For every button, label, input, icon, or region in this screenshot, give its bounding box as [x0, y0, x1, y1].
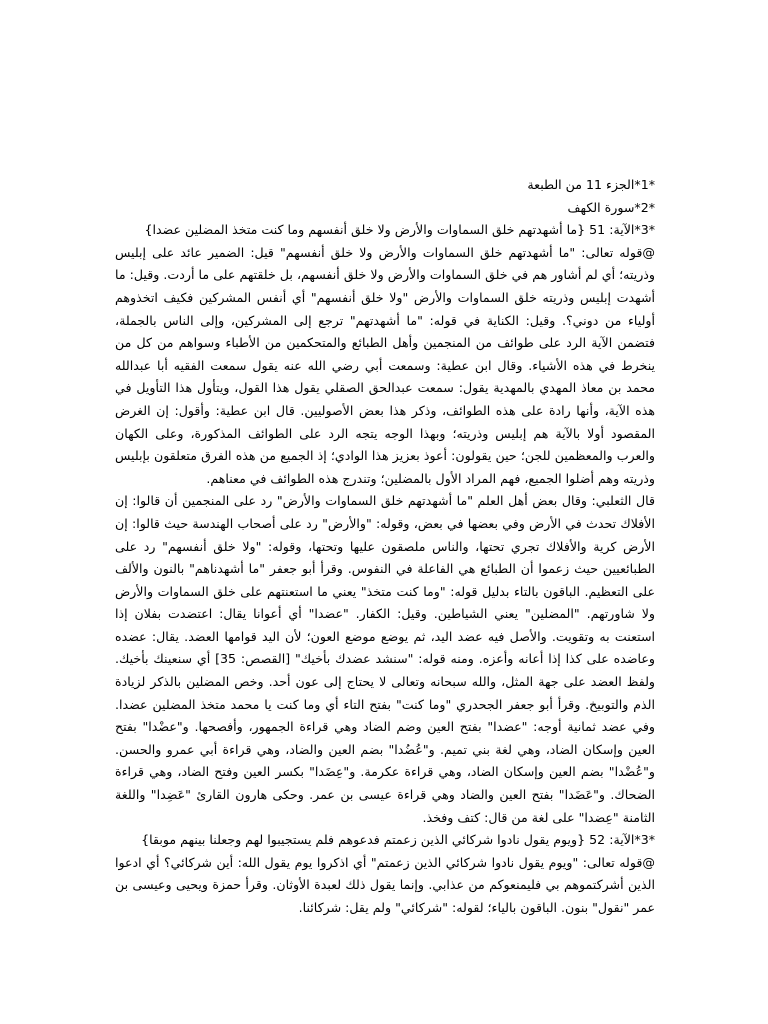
part-heading: *1*الجزء 11 من الطبعة	[527, 177, 655, 192]
tafsir-paragraph-3: @قوله تعالى: "ويوم يقول نادوا شركائي الذين زعمتم" أي اذكروا يوم يقول الله: أين شركائي؟ أي ادعوا الذين أشركتموهم بي فليمنعوكم من عذابي. وإنما يقول ذلك لعبدة الأوثان. وقرأ حمزة ويحيى وعيسى بن عمر "نقول" بنون. الباقون بالياء؛ لقوله: "شركائي" ولم يقل: شركائنا.	[115, 854, 655, 915]
document-page	[115, 174, 655, 920]
surah-heading: *2*سورة الكهف	[567, 199, 655, 215]
verse-51-heading: *3*الآية: 51 {ما أشهدتهم خلق السماوات والأرض ولا خلق أنفسهم وما كنت متخذ المضلين عضدا}	[144, 222, 655, 238]
tafsir-paragraph-2: قال الثعلبي: وقال بعض أهل العلم "ما أشهدتهم خلق السماوات والأرض" رد على المنجمين أن قالوا: إن الأفلاك تحدث في الأرض وفي بعضها في بعض، وقوله: "والأرض" رد على أصحاب الهندسة حيث قالوا: إن الأرض كرية والأفلاك تجري تحتها، والناس ملصقون عليها وتحتها، وقوله: "ولا خلق أنفسهم" رد على الطبائعيين حيث زعموا أن الطبائع هي الفاعلة في النفوس. وقرأ أبو جعفر "ما أشهدناهم" بالنون والألف على التعظيم. الباقون بالتاء بدليل قوله: "وما كنت متخذ" يعني ما استعنتهم على خلق السماوات والأرض ولا شاورتهم. "المضلين" يعني الشياطين. وقيل: الكفار. "عضدا" أي أعوانا يقال: اعتضدت بفلان إذا استعنت به وتقويت. والأصل فيه عضد اليد، ثم يوضع موضع العون؛ لأن اليد قوامها العضد. يقال: عضده وعاضده على كذا إذا أعانه وأعزه. ومنه قوله: "سنشد عضدك بأخيك" [القصص: 35] أي سنعينك بأخيك. ولفظ العضد على جهة المثل، والله سبحانه وتعالى لا يحتاج إلى عون أحد. وخص المضلين بالذكر لزيادة الذم والتوبيخ. وقرأ أبو جعفر الجحدري "وما كنت" بفتح التاء أي وما كنت يا محمد متخذ المضلين عضدا. وفي عضد ثمانية أوجه: "عضدا" بفتح العين وضم الضاد وهي قراءة الجمهور، وأفصحها. و"عضْدا" بفتح العين وإسكان الضاد، وهي لغة بني تميم. و"عُضُدا" بضم العين والضاد، وهي قراءة أبي عمرو والحسن. و"عُضْدا" بضم العين وإسكان الضاد، وهي قراءة عكرمة. و"عِضَدا" بكسر العين وفتح الضاد، وهي قراءة الضحاك. و"عَضَدا" بفتح العين والضاد وهي قراءة عيسى بن عمر. وحكى هارون القارئ "عَضِدا" واللغة الثامنة "عِضدا" على لغة من قال: كتف وفخذ.	[115, 493, 655, 825]
verse-52-heading: *3*الآية: 52 {ويوم يقول نادوا شركائي الذين زعمتم فدعوهم فلم يستجيبوا لهم وجعلنا بينهم موبقا}	[141, 832, 655, 848]
tafsir-paragraph-1: @قوله تعالى: "ما أشهدتهم خلق السماوات والأرض ولا خلق أنفسهم" قيل: الضمير عائد على إبليس وذريته؛ أي لم أشاور هم في خلق السماوات والأرض ولا خلق أنفسهم، بل خلقتهم على ما أردت. وقيل: ما أشهدت إبليس وذريته خلق السماوات والأرض "ولا خلق أنفسهم" أي أنفس المشركين فكيف اتخذوهم أولياء من دوني؟. وقيل: الكناية في قوله: "ما أشهدتهم" ترجع إلى المشركين، وإلى الناس بالجملة، فتضمن الآية الرد على طوائف من المنجمين وأهل الطبائع والمتحكمين من الأطباء وسواهم من كل من ينخرط في هذه الأشياء. وقال ابن عطية: وسمعت أبي رضي الله عنه يقول سمعت الفقيه أبا عبدالله محمد بن معاذ المهدي بالمهدية يقول: سمعت عبدالحق الصقلي يقول هذا القول، ويتأول هذا التأويل في هذه الآية، وأنها رادة على هذه الطوائف، وذكر هذا بعض الأصوليين. قال ابن عطية: وأقول: إن الغرض المقصود أولا بالآية هم إبليس وذريته؛ وبهذا الوجه يتجه الرد على الطوائف المذكورة، وعلى الكهان والعرب والمعظمين للجن؛ حين يقولون: أعوذ بعزيز هذا الوادي؛ إذ الجميع من هذه الفرق متعلقون بإبليس وذريته وهم أضلوا الجميع، فهم المراد الأول بالمضلين؛ وتندرج هذه الطوائف في معناهم.	[115, 244, 655, 486]
